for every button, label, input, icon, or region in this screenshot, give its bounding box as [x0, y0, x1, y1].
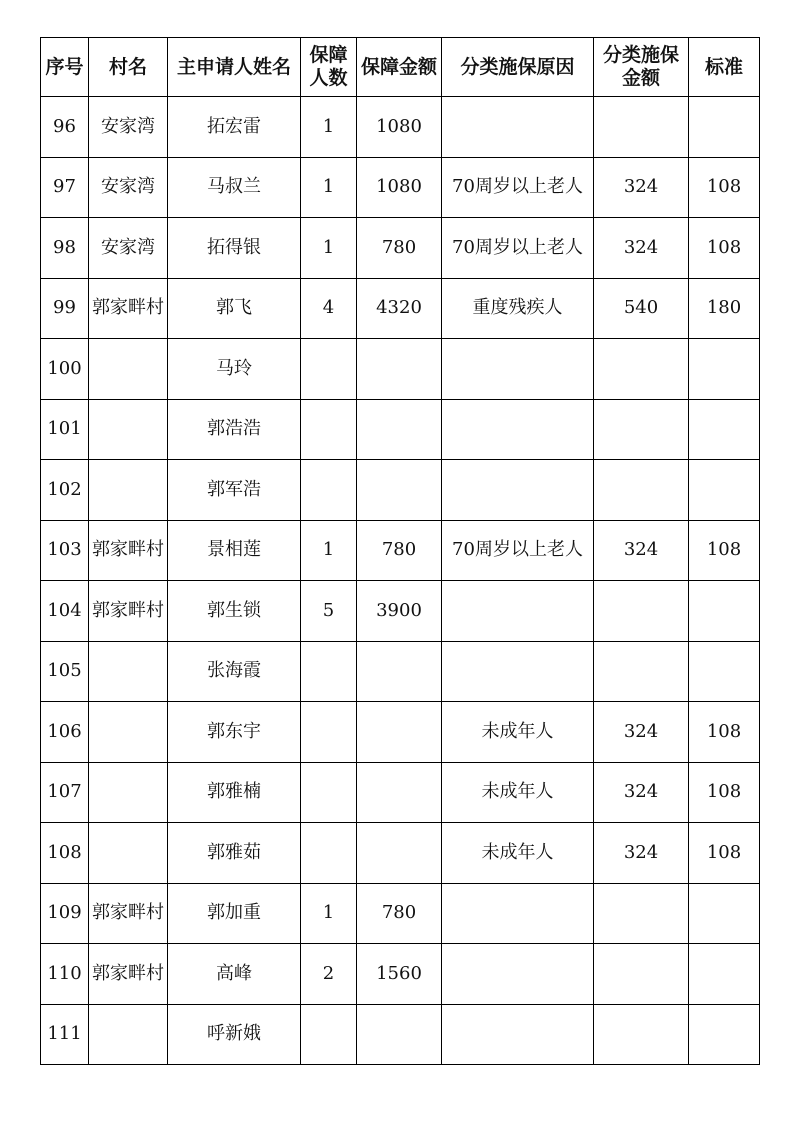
- cell-persons: 1: [301, 218, 357, 279]
- cell-applicant: 马叔兰: [168, 157, 301, 218]
- header-applicant: 主申请人姓名: [168, 38, 301, 97]
- cell-village: [89, 399, 168, 460]
- cell-reason: [442, 339, 594, 400]
- table-row: [41, 97, 760, 158]
- cell-village: 郭家畔村: [89, 883, 168, 944]
- cell-standard: 108: [689, 520, 760, 581]
- cell-standard: 108: [689, 702, 760, 763]
- cell-amount: [357, 702, 442, 763]
- cell-class-amount: [594, 944, 689, 1005]
- cell-village: 安家湾: [89, 218, 168, 279]
- cell-seq: 109: [41, 883, 89, 944]
- table-row: [41, 399, 760, 460]
- header-seq: 序号: [41, 38, 89, 97]
- cell-persons: [301, 399, 357, 460]
- cell-amount: [357, 399, 442, 460]
- table-row: [41, 520, 760, 581]
- cell-persons: [301, 641, 357, 702]
- table-body: [41, 97, 760, 1065]
- cell-reason: [442, 883, 594, 944]
- table-row: [41, 883, 760, 944]
- cell-seq: 102: [41, 460, 89, 521]
- cell-standard: 108: [689, 157, 760, 218]
- table-row: [41, 762, 760, 823]
- cell-class-amount: [594, 883, 689, 944]
- cell-amount: [357, 823, 442, 884]
- cell-applicant: 郭军浩: [168, 460, 301, 521]
- cell-standard: [689, 581, 760, 642]
- cell-standard: [689, 883, 760, 944]
- table-row: [41, 278, 760, 339]
- cell-reason: [442, 460, 594, 521]
- cell-village: [89, 1004, 168, 1065]
- cell-applicant: 拓宏雷: [168, 97, 301, 158]
- header-village: 村名: [89, 38, 168, 97]
- cell-persons: 1: [301, 157, 357, 218]
- cell-applicant: 高峰: [168, 944, 301, 1005]
- cell-village: 郭家畔村: [89, 520, 168, 581]
- cell-standard: [689, 339, 760, 400]
- cell-village: 郭家畔村: [89, 944, 168, 1005]
- cell-persons: [301, 339, 357, 400]
- cell-standard: [689, 641, 760, 702]
- cell-village: [89, 702, 168, 763]
- cell-applicant: 景相莲: [168, 520, 301, 581]
- cell-standard: 108: [689, 762, 760, 823]
- table-row: [41, 460, 760, 521]
- cell-seq: 104: [41, 581, 89, 642]
- cell-reason: 重度残疾人: [442, 278, 594, 339]
- cell-class-amount: [594, 97, 689, 158]
- cell-class-amount: 324: [594, 823, 689, 884]
- header-standard: 标准: [689, 38, 760, 97]
- cell-reason: [442, 944, 594, 1005]
- cell-persons: 4: [301, 278, 357, 339]
- cell-reason: 70周岁以上老人: [442, 157, 594, 218]
- cell-reason: 未成年人: [442, 762, 594, 823]
- cell-persons: [301, 823, 357, 884]
- cell-village: 安家湾: [89, 97, 168, 158]
- cell-applicant: 郭生锁: [168, 581, 301, 642]
- cell-reason: [442, 641, 594, 702]
- cell-seq: 98: [41, 218, 89, 279]
- table-row: [41, 1004, 760, 1065]
- cell-village: [89, 762, 168, 823]
- table-row: [41, 823, 760, 884]
- cell-persons: [301, 460, 357, 521]
- cell-seq: 101: [41, 399, 89, 460]
- table-row: [41, 581, 760, 642]
- header-persons: 保障人数: [301, 38, 357, 97]
- cell-applicant: 郭雅楠: [168, 762, 301, 823]
- cell-class-amount: [594, 581, 689, 642]
- cell-amount: 780: [357, 520, 442, 581]
- cell-standard: [689, 944, 760, 1005]
- cell-village: [89, 641, 168, 702]
- cell-standard: 108: [689, 823, 760, 884]
- cell-standard: [689, 460, 760, 521]
- cell-applicant: 郭飞: [168, 278, 301, 339]
- cell-standard: [689, 399, 760, 460]
- cell-class-amount: [594, 339, 689, 400]
- table-row: [41, 702, 760, 763]
- cell-village: [89, 823, 168, 884]
- cell-reason: [442, 97, 594, 158]
- cell-seq: 108: [41, 823, 89, 884]
- header-reason: 分类施保原因: [442, 38, 594, 97]
- cell-amount: [357, 762, 442, 823]
- cell-amount: 1080: [357, 97, 442, 158]
- cell-persons: 1: [301, 883, 357, 944]
- cell-class-amount: 324: [594, 218, 689, 279]
- cell-reason: 未成年人: [442, 823, 594, 884]
- cell-reason: 70周岁以上老人: [442, 520, 594, 581]
- cell-amount: 3900: [357, 581, 442, 642]
- cell-class-amount: [594, 1004, 689, 1065]
- cell-amount: 780: [357, 883, 442, 944]
- table-row: [41, 157, 760, 218]
- header-amount: 保障金额: [357, 38, 442, 97]
- cell-class-amount: 540: [594, 278, 689, 339]
- cell-applicant: 拓得银: [168, 218, 301, 279]
- cell-standard: [689, 97, 760, 158]
- header-row: [41, 38, 760, 97]
- cell-persons: 1: [301, 97, 357, 158]
- cell-class-amount: 324: [594, 157, 689, 218]
- cell-persons: [301, 762, 357, 823]
- cell-standard: [689, 1004, 760, 1065]
- cell-applicant: 郭东宇: [168, 702, 301, 763]
- cell-seq: 97: [41, 157, 89, 218]
- cell-amount: [357, 641, 442, 702]
- cell-amount: 4320: [357, 278, 442, 339]
- cell-seq: 100: [41, 339, 89, 400]
- cell-seq: 103: [41, 520, 89, 581]
- cell-persons: 5: [301, 581, 357, 642]
- cell-applicant: 郭浩浩: [168, 399, 301, 460]
- cell-persons: 1: [301, 520, 357, 581]
- cell-reason: 70周岁以上老人: [442, 218, 594, 279]
- header-class-amount: 分类施保金额: [594, 38, 689, 97]
- cell-class-amount: [594, 399, 689, 460]
- cell-seq: 96: [41, 97, 89, 158]
- cell-village: 郭家畔村: [89, 581, 168, 642]
- cell-seq: 106: [41, 702, 89, 763]
- table-row: [41, 944, 760, 1005]
- cell-class-amount: 324: [594, 702, 689, 763]
- cell-seq: 107: [41, 762, 89, 823]
- cell-reason: 未成年人: [442, 702, 594, 763]
- cell-persons: [301, 1004, 357, 1065]
- cell-persons: [301, 702, 357, 763]
- cell-seq: 105: [41, 641, 89, 702]
- cell-amount: 1560: [357, 944, 442, 1005]
- cell-seq: 111: [41, 1004, 89, 1065]
- cell-class-amount: [594, 460, 689, 521]
- cell-amount: [357, 339, 442, 400]
- cell-applicant: 张海霞: [168, 641, 301, 702]
- cell-village: 郭家畔村: [89, 278, 168, 339]
- table-row: [41, 339, 760, 400]
- cell-applicant: 呼新娥: [168, 1004, 301, 1065]
- cell-amount: 1080: [357, 157, 442, 218]
- cell-standard: 180: [689, 278, 760, 339]
- cell-class-amount: 324: [594, 520, 689, 581]
- cell-applicant: 郭加重: [168, 883, 301, 944]
- cell-applicant: 郭雅茹: [168, 823, 301, 884]
- cell-village: [89, 339, 168, 400]
- cell-applicant: 马玲: [168, 339, 301, 400]
- cell-amount: [357, 460, 442, 521]
- cell-class-amount: 324: [594, 762, 689, 823]
- cell-persons: 2: [301, 944, 357, 1005]
- table-row: [41, 641, 760, 702]
- cell-village: 安家湾: [89, 157, 168, 218]
- table-row: [41, 218, 760, 279]
- cell-reason: [442, 581, 594, 642]
- cell-standard: 108: [689, 218, 760, 279]
- assistance-table: [40, 37, 760, 1065]
- cell-reason: [442, 1004, 594, 1065]
- cell-reason: [442, 399, 594, 460]
- cell-seq: 99: [41, 278, 89, 339]
- cell-village: [89, 460, 168, 521]
- cell-seq: 110: [41, 944, 89, 1005]
- cell-amount: [357, 1004, 442, 1065]
- cell-amount: 780: [357, 218, 442, 279]
- cell-class-amount: [594, 641, 689, 702]
